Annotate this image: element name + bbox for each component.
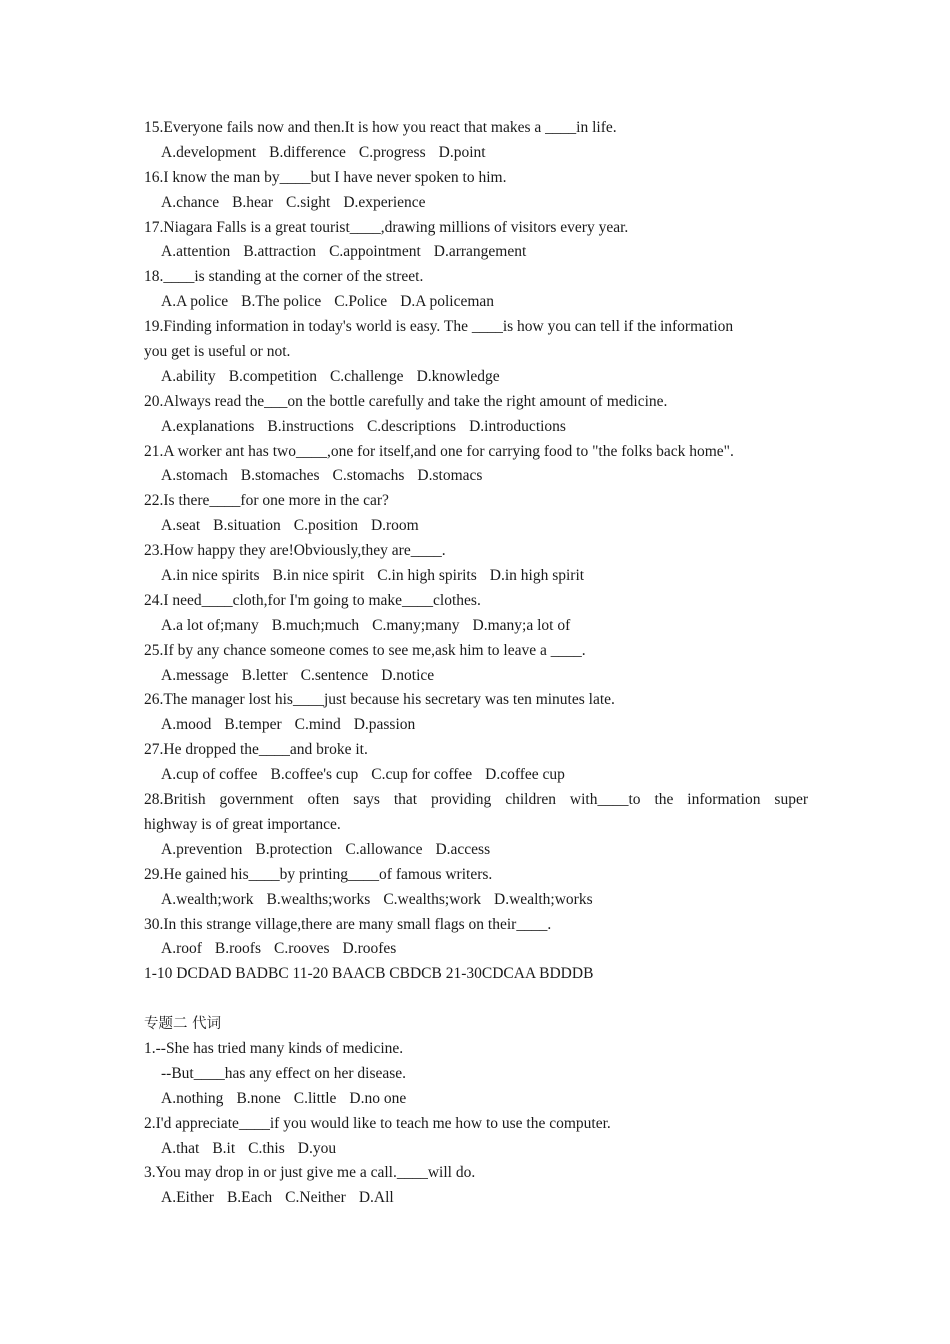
section-heading: 专题二 代词 bbox=[144, 1016, 222, 1033]
question-28-stem-continued: highway is of great importance. bbox=[144, 815, 341, 833]
question-28-stem: 28.British government often says that providing children with____to the information super bbox=[144, 791, 808, 809]
option-b: B.difference bbox=[269, 143, 346, 161]
option-d: D.introductions bbox=[469, 417, 566, 435]
option-b: B.instructions bbox=[267, 417, 354, 435]
question-24-stem: 24.I need____cloth,for I'm going to make____clothes. bbox=[144, 591, 481, 609]
option-c: C.in high spirits bbox=[377, 567, 477, 585]
option-b: B.competition bbox=[228, 367, 317, 385]
option-c: C.position bbox=[293, 517, 358, 535]
question-28-options bbox=[144, 838, 808, 863]
option-a: A.explanations bbox=[161, 417, 255, 435]
option-b: B.much;much bbox=[271, 616, 360, 634]
option-b: B.letter bbox=[241, 666, 288, 684]
option-b: B.it bbox=[212, 1139, 236, 1157]
option-d: D.access bbox=[435, 840, 491, 858]
option-d: D.you bbox=[297, 1139, 337, 1157]
option-a: A.that bbox=[161, 1139, 200, 1157]
option-c: C.rooves bbox=[273, 940, 330, 958]
option-b: B.wealths;works bbox=[266, 890, 371, 908]
option-c: C.challenge bbox=[329, 367, 404, 385]
question-25-options bbox=[144, 664, 808, 689]
option-d: D.room bbox=[370, 517, 419, 535]
option-d: D.no one bbox=[349, 1089, 407, 1107]
pronoun-question-2-options bbox=[144, 1137, 808, 1162]
option-a: A.chance bbox=[161, 193, 220, 211]
question-16-options bbox=[144, 191, 808, 216]
option-c: C.wealths;work bbox=[383, 890, 482, 908]
question-15-options bbox=[144, 141, 808, 166]
option-a: A.ability bbox=[161, 367, 216, 385]
option-d: D.arrangement bbox=[433, 243, 527, 261]
option-c: C.little bbox=[293, 1089, 337, 1107]
question-17-stem: 17.Niagara Falls is a great tourist____,drawing millions of visitors every year. bbox=[144, 218, 629, 236]
option-b: B.Each bbox=[226, 1189, 273, 1207]
option-b: B.in nice spirit bbox=[272, 567, 365, 585]
question-21-stem: 21.A worker ant has two____,one for itself,and one for carrying food to "the folks back home". bbox=[144, 442, 734, 460]
question-30-options bbox=[144, 937, 808, 962]
option-d: D.many;a lot of bbox=[472, 616, 571, 634]
option-c: C.appointment bbox=[329, 243, 421, 261]
option-a: A.development bbox=[161, 143, 257, 161]
option-a: A.cup of coffee bbox=[161, 766, 258, 784]
option-a: A.message bbox=[161, 666, 229, 684]
option-c: C.cup for coffee bbox=[371, 766, 473, 784]
option-d: D.coffee cup bbox=[485, 766, 565, 784]
option-c: C.many;many bbox=[372, 616, 460, 634]
option-d: D.A policeman bbox=[400, 293, 495, 311]
question-26-stem: 26.The manager lost his____just because his secretary was ten minutes late. bbox=[144, 691, 615, 709]
option-a: A.Either bbox=[161, 1189, 214, 1207]
option-a: A.mood bbox=[161, 716, 212, 734]
option-b: B.hear bbox=[232, 193, 273, 211]
pronoun-question-3-options bbox=[144, 1186, 808, 1211]
section-spacer bbox=[144, 987, 808, 1012]
question-25-stem: 25.If by any chance someone comes to see me,ask him to leave a ____. bbox=[144, 641, 586, 659]
option-b: B.The police bbox=[241, 293, 322, 311]
option-b: B.attraction bbox=[243, 243, 317, 261]
option-c: C.mind bbox=[294, 716, 341, 734]
option-c: C.progress bbox=[358, 143, 426, 161]
question-29-options bbox=[144, 888, 808, 913]
question-17-options bbox=[144, 240, 808, 265]
question-20-options bbox=[144, 415, 808, 440]
question-27-stem: 27.He dropped the____and broke it. bbox=[144, 741, 368, 759]
question-18-options bbox=[144, 290, 808, 315]
question-24-options bbox=[144, 614, 808, 639]
question-16-stem: 16.I know the man by____but I have never spoken to him. bbox=[144, 168, 507, 186]
option-b: B.protection bbox=[255, 840, 333, 858]
question-29-stem: 29.He gained his____by printing____of famous writers. bbox=[144, 865, 493, 883]
pronoun-question-3-stem: 3.You may drop in or just give me a call.____will do. bbox=[144, 1164, 476, 1182]
option-a: A.wealth;work bbox=[161, 890, 254, 908]
option-b: B.stomaches bbox=[240, 467, 320, 485]
option-d: D.stomacs bbox=[417, 467, 483, 485]
pronoun-question-1-line-1: 1.--She has tried many kinds of medicine. bbox=[144, 1039, 404, 1057]
option-c: C.descriptions bbox=[366, 417, 457, 435]
question-18-stem: 18.____is standing at the corner of the street. bbox=[144, 268, 424, 286]
option-d: D.passion bbox=[353, 716, 416, 734]
question-23-options bbox=[144, 564, 808, 589]
question-26-options bbox=[144, 713, 808, 738]
option-d: D.point bbox=[438, 143, 486, 161]
option-b: B.roofs bbox=[214, 940, 261, 958]
option-c: C.sentence bbox=[300, 666, 369, 684]
option-a: A.attention bbox=[161, 243, 231, 261]
question-30-stem: 30.In this strange village,there are many small flags on their____. bbox=[144, 915, 552, 933]
option-d: D.wealth;works bbox=[494, 890, 593, 908]
option-d: D.notice bbox=[381, 666, 435, 684]
option-a: A.prevention bbox=[161, 840, 243, 858]
option-a: A.in nice spirits bbox=[161, 567, 260, 585]
pronoun-question-2-stem: 2.I'd appreciate____if you would like to teach me how to use the computer. bbox=[144, 1114, 611, 1132]
question-19-stem-continued: you get is useful or not. bbox=[144, 343, 291, 361]
option-c: C.stomachs bbox=[332, 467, 405, 485]
question-19-options bbox=[144, 365, 808, 390]
option-d: D.experience bbox=[343, 193, 426, 211]
document-page bbox=[144, 116, 808, 1211]
option-c: C.Neither bbox=[285, 1189, 346, 1207]
option-c: C.sight bbox=[285, 193, 331, 211]
option-d: D.All bbox=[358, 1189, 394, 1207]
option-b: B.temper bbox=[224, 716, 282, 734]
option-d: D.roofes bbox=[342, 940, 397, 958]
option-a: A.a lot of;many bbox=[161, 616, 259, 634]
option-a: A.roof bbox=[161, 940, 202, 958]
option-a: A.seat bbox=[161, 517, 201, 535]
question-23-stem: 23.How happy they are!Obviously,they are____. bbox=[144, 542, 446, 560]
option-c: C.allowance bbox=[345, 840, 423, 858]
question-22-options bbox=[144, 514, 808, 539]
option-b: B.situation bbox=[213, 517, 281, 535]
question-15-stem: 15.Everyone fails now and then.It is how you react that makes a ____in life. bbox=[144, 119, 617, 136]
option-c: C.this bbox=[248, 1139, 285, 1157]
option-b: B.coffee's cup bbox=[270, 766, 359, 784]
pronoun-question-1-line-2: --But____has any effect on her disease. bbox=[161, 1064, 407, 1082]
option-c: C.Police bbox=[334, 293, 388, 311]
answer-key: 1-10 DCDAD BADBC 11-20 BAACB CBDCB 21-30CDCAA BDDDB bbox=[144, 965, 594, 983]
option-a: A.A police bbox=[161, 293, 229, 311]
pronoun-question-1-options bbox=[144, 1087, 808, 1112]
option-b: B.none bbox=[236, 1089, 281, 1107]
question-27-options bbox=[144, 763, 808, 788]
option-a: A.stomach bbox=[161, 467, 228, 485]
question-19-stem: 19.Finding information in today's world is easy. The ____is how you can tell if the information bbox=[144, 318, 734, 336]
question-22-stem: 22.Is there____for one more in the car? bbox=[144, 492, 389, 510]
option-a: A.nothing bbox=[161, 1089, 224, 1107]
question-21-options bbox=[144, 464, 808, 489]
option-d: D.knowledge bbox=[416, 367, 500, 385]
question-20-stem: 20.Always read the___on the bottle carefully and take the right amount of medicine. bbox=[144, 392, 668, 410]
option-d: D.in high spirit bbox=[489, 567, 585, 585]
